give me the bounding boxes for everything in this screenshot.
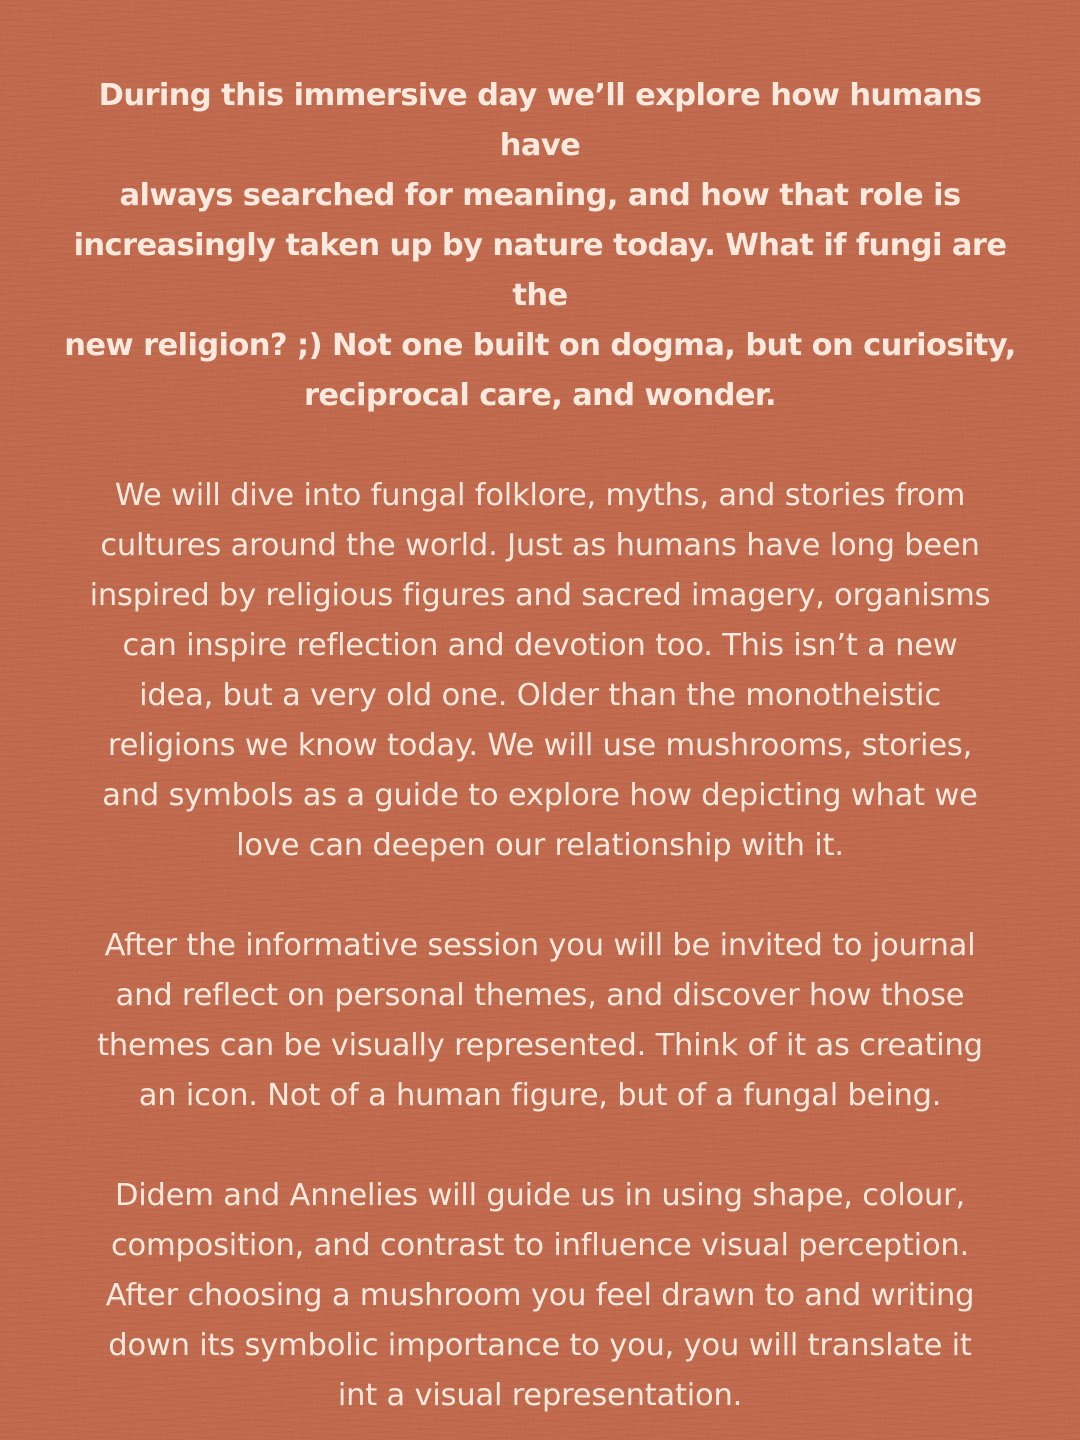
text-line: always searched for meaning, and how that role is xyxy=(119,178,961,213)
text-line: During this immersive day we’ll explore how humans have xyxy=(98,78,982,163)
text-line: an icon. Not of a human figure, but of a fungal being. xyxy=(138,1078,942,1113)
text-line: idea, but a very old one. Older than the monotheistic xyxy=(139,678,941,713)
text-line: increasingly taken up by nature today. What if fungi are the xyxy=(73,228,1007,313)
text-line: religions we know today. We will use mushrooms, stories, xyxy=(107,728,973,763)
text-line: composition, and contrast to influence visual perception. xyxy=(110,1228,970,1263)
text-line: cultures around the world. Just as humans have long been xyxy=(100,528,980,563)
text-line: and symbols as a guide to explore how depicting what we xyxy=(102,778,978,813)
text-line: down its symbolic importance to you, you will translate it xyxy=(108,1328,972,1363)
text-line: themes can be visually represented. Think of it as creating xyxy=(97,1028,983,1063)
text-line: Didem and Annelies will guide us in using shape, colour, xyxy=(114,1178,966,1213)
folklore-paragraph xyxy=(45,471,1035,871)
intro-paragraph xyxy=(55,71,1025,421)
text-line: We will dive into fungal folklore, myths, and stories from xyxy=(114,478,966,513)
journal-paragraph xyxy=(45,921,1035,1121)
text-line: and reflect on personal themes, and discover how those xyxy=(115,978,965,1013)
text-line: love can deepen our relationship with it. xyxy=(236,828,844,863)
text-line: can inspire reflection and devotion too. This isn’t a new xyxy=(122,628,958,663)
text-line: int a visual representation. xyxy=(337,1378,743,1413)
text-line: After choosing a mushroom you feel drawn to and writing xyxy=(105,1278,975,1313)
guides-paragraph xyxy=(45,1171,1035,1421)
text-line: inspired by religious figures and sacred imagery, organisms xyxy=(89,578,991,613)
text-line: reciprocal care, and wonder. xyxy=(303,378,776,413)
text-line: new religion? ;) Not one built on dogma, but on curiosity, xyxy=(64,328,1016,363)
text-line: After the informative session you will be invited to journal xyxy=(104,928,976,963)
